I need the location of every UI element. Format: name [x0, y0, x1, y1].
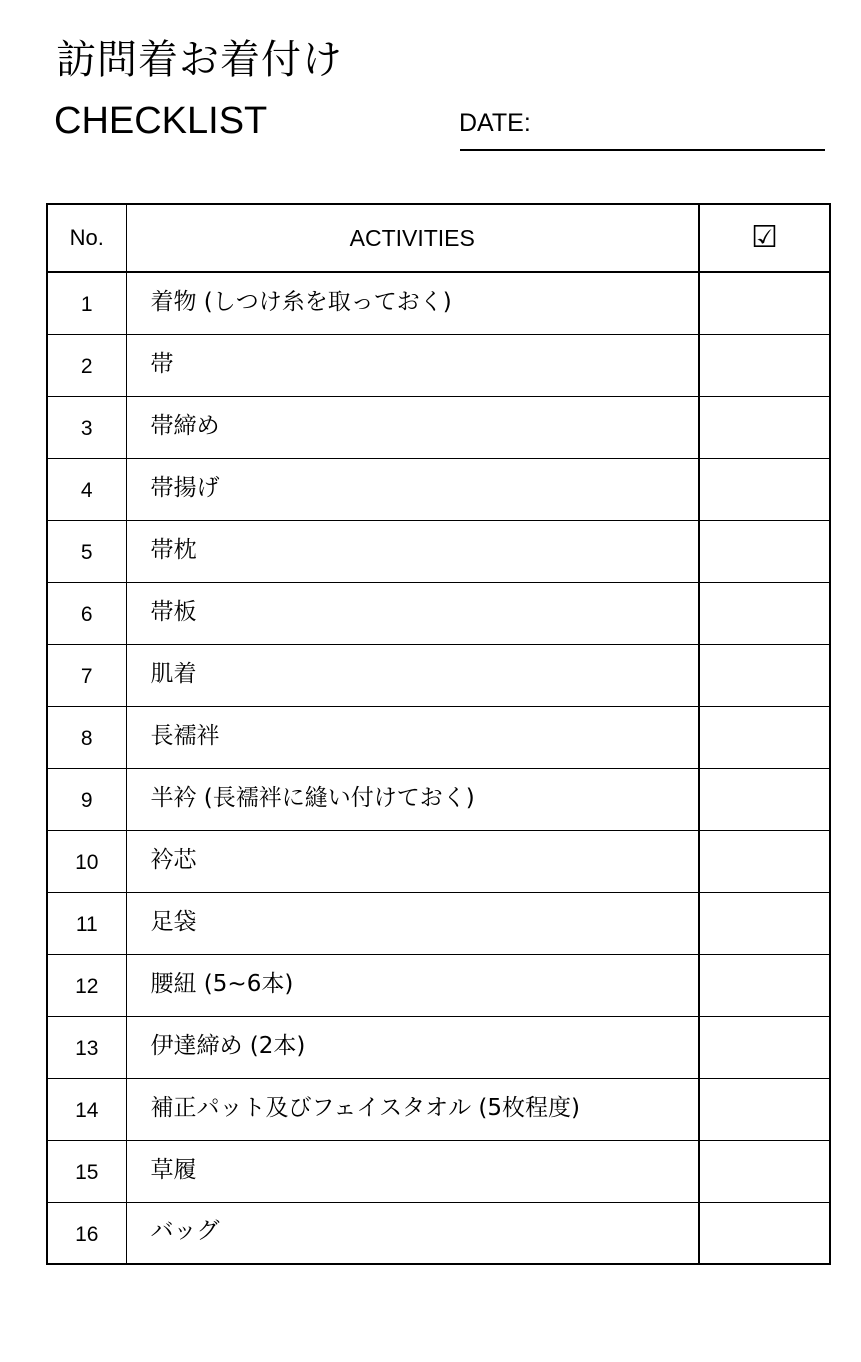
row-number: 11 — [47, 892, 126, 954]
table-row — [47, 1202, 830, 1264]
row-number: 16 — [47, 1202, 126, 1264]
check-box[interactable] — [699, 1202, 830, 1264]
table-row — [47, 458, 830, 520]
table-row — [47, 1140, 830, 1202]
check-box[interactable] — [699, 458, 830, 520]
activity-item: 補正パット及びフェイスタオル (5枚程度) — [126, 1078, 699, 1140]
check-box[interactable] — [699, 768, 830, 830]
row-number: 9 — [47, 768, 126, 830]
row-number: 12 — [47, 954, 126, 1016]
check-box[interactable] — [699, 396, 830, 458]
activity-item: 腰紐 (5~6本) — [126, 954, 699, 1016]
activity-item: 帯枕 — [126, 520, 699, 582]
check-box[interactable] — [699, 520, 830, 582]
check-box[interactable] — [699, 954, 830, 1016]
row-number: 10 — [47, 830, 126, 892]
table-row — [47, 830, 830, 892]
row-number: 14 — [47, 1078, 126, 1140]
table-row — [47, 706, 830, 768]
check-box[interactable] — [699, 334, 830, 396]
table-row — [47, 644, 830, 706]
column-header-check — [699, 204, 830, 272]
activity-item: 帯揚げ — [126, 458, 699, 520]
activity-item: 肌着 — [126, 644, 699, 706]
table-row — [47, 768, 830, 830]
table-row — [47, 892, 830, 954]
activity-item: 足袋 — [126, 892, 699, 954]
check-box[interactable] — [699, 706, 830, 768]
row-number: 6 — [47, 582, 126, 644]
column-header-no: No. — [47, 204, 126, 272]
table-row — [47, 1016, 830, 1078]
check-box[interactable] — [699, 830, 830, 892]
row-number: 2 — [47, 334, 126, 396]
check-box[interactable] — [699, 1140, 830, 1202]
activity-item: バッグ — [126, 1202, 699, 1264]
row-number: 5 — [47, 520, 126, 582]
page-subtitle: CHECKLIST — [54, 100, 268, 142]
check-box[interactable] — [699, 272, 830, 334]
activity-item: 着物 (しつけ糸を取っておく) — [126, 272, 699, 334]
table-row — [47, 520, 830, 582]
date-field[interactable] — [460, 149, 825, 151]
check-box[interactable] — [699, 1078, 830, 1140]
table-row — [47, 954, 830, 1016]
table-row — [47, 1078, 830, 1140]
checklist-table — [46, 203, 831, 1265]
table-header-row — [47, 204, 830, 272]
activity-item: 草履 — [126, 1140, 699, 1202]
activity-item: 半衿 (長襦袢に縫い付けておく) — [126, 768, 699, 830]
checkbox-checked-icon: ☑ — [751, 220, 778, 255]
activity-item: 帯板 — [126, 582, 699, 644]
activity-item: 帯締め — [126, 396, 699, 458]
row-number: 3 — [47, 396, 126, 458]
row-number: 1 — [47, 272, 126, 334]
table-row — [47, 582, 830, 644]
table-row — [47, 334, 830, 396]
check-box[interactable] — [699, 892, 830, 954]
check-box[interactable] — [699, 644, 830, 706]
date-label: DATE: — [459, 109, 531, 137]
check-box[interactable] — [699, 582, 830, 644]
check-box[interactable] — [699, 1016, 830, 1078]
activity-item: 帯 — [126, 334, 699, 396]
table-row — [47, 272, 830, 334]
activity-item: 長襦袢 — [126, 706, 699, 768]
row-number: 15 — [47, 1140, 126, 1202]
column-header-activities: ACTIVITIES — [126, 204, 699, 272]
row-number: 13 — [47, 1016, 126, 1078]
activity-item: 伊達締め (2本) — [126, 1016, 699, 1078]
row-number: 8 — [47, 706, 126, 768]
activity-item: 衿芯 — [126, 830, 699, 892]
page-title: 訪問着お着付け — [56, 37, 343, 83]
row-number: 4 — [47, 458, 126, 520]
table-row — [47, 396, 830, 458]
row-number: 7 — [47, 644, 126, 706]
